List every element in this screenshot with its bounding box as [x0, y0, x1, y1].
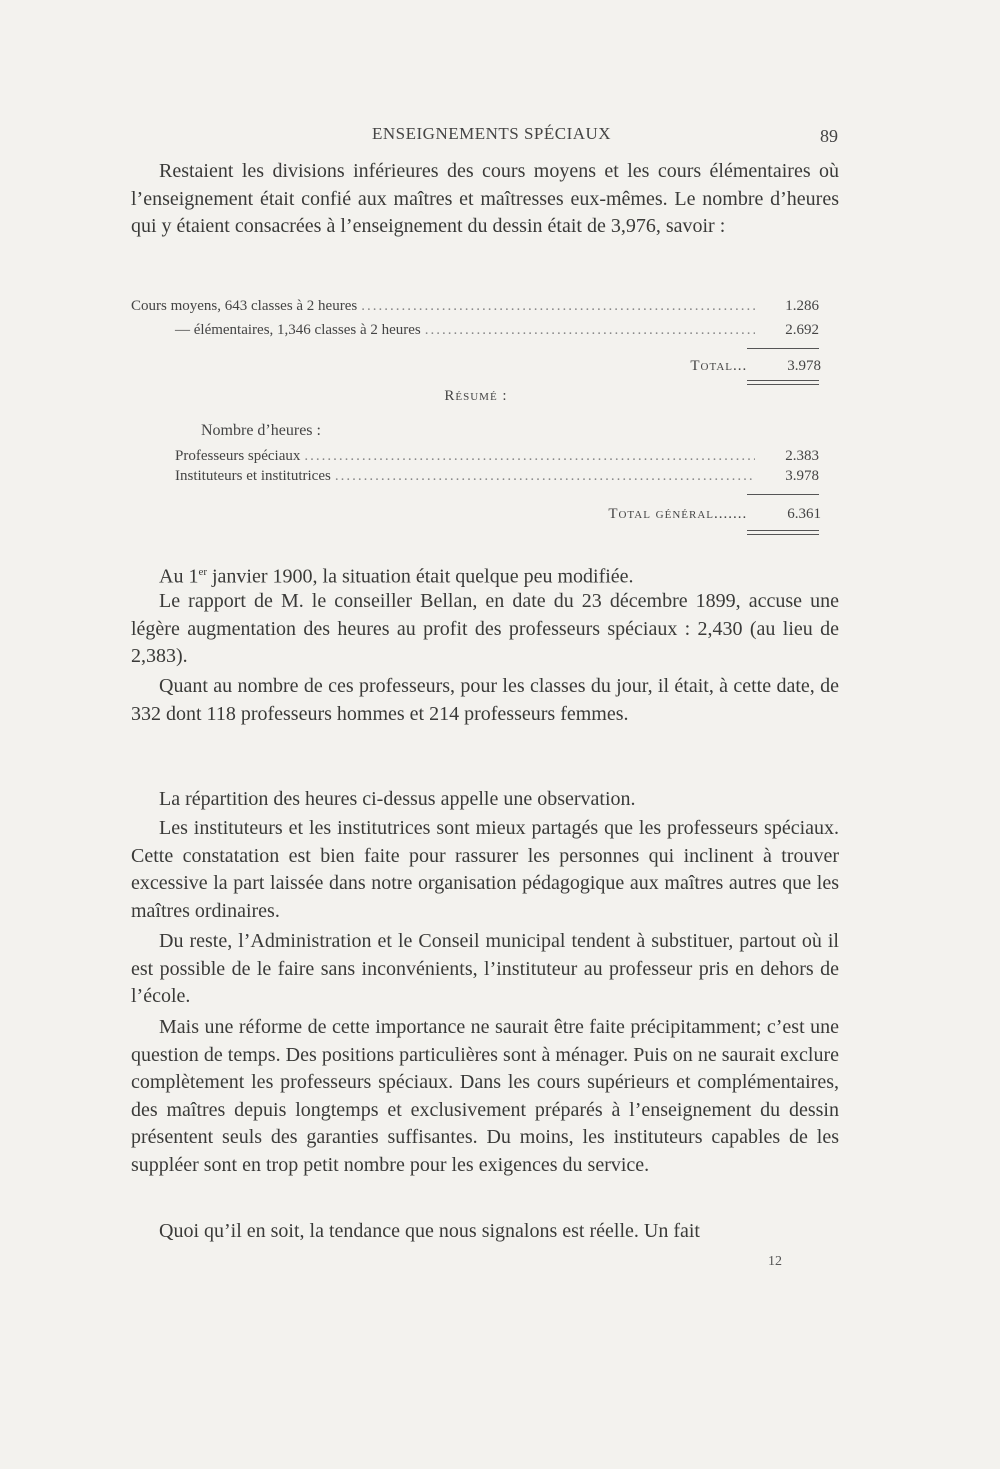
page-number: 89 — [820, 126, 838, 146]
resume-heading: Résumé : — [444, 388, 508, 404]
body-paragraph: La répartition des heures ci-dessus appelle une observation. — [159, 788, 636, 810]
leader-dots — [335, 468, 755, 485]
body-paragraph: Du reste, l’Administration et le Conseil municipal tendent à substituer, partout où il est possible de le faire sans inconvénients, l’instituteur au professeur pris en dehors de l’école. — [131, 930, 839, 1007]
paragraph-text: janvier 1900, la situation était quelque peu modifiée. — [207, 565, 634, 588]
total-label: Total général....... — [608, 506, 748, 522]
total-row — [421, 506, 821, 526]
total-double-rule — [747, 530, 819, 535]
total-row — [421, 358, 821, 378]
table-row — [131, 298, 821, 318]
table-row — [131, 322, 821, 342]
signature-mark: 12 — [768, 1254, 782, 1269]
row-label: Cours moyens, 643 classes à 2 heures — [131, 298, 358, 314]
sum-rule — [747, 494, 819, 495]
row-value: 3.978 — [785, 468, 819, 484]
running-header-title: ENSEIGNEMENTS SPÉCIAUX — [372, 124, 612, 143]
leader-dots — [425, 322, 755, 339]
intro-paragraph: Restaient les divisions inférieures des cours moyens et les cours élémentaires où l’enseignement était confié aux maîtres et maîtresses eux-mêmes. Le nombre d’heures qui y étaient consacrées à l’enseignement du dessin était de 3,976, savoir : — [131, 160, 839, 237]
sum-rule — [747, 348, 819, 349]
row-value: 2.692 — [785, 322, 819, 338]
total-double-rule — [747, 380, 819, 385]
row-label: — élémentaires, 1,346 classes à 2 heures — [175, 322, 421, 338]
body-paragraph: Quoi qu’il en soit, la tendance que nous signalons est réelle. Un fait — [159, 1220, 700, 1242]
leader-dots — [361, 298, 755, 315]
table-row — [175, 468, 821, 488]
row-value: 1.286 — [785, 298, 819, 314]
body-paragraph — [131, 559, 839, 591]
total-label: Total... — [690, 358, 748, 374]
total-value: 6.361 — [787, 506, 821, 522]
body-paragraph: Les instituteurs et les institutrices sont mieux partagés que les professeurs spéciaux. Cette constatation est bien faite pour rassurer les personnes qui inclinent à trouver excessive la part laissée dans notre organisation pédagogique aux maîtres autres que les maîtres ordinaires. — [131, 817, 839, 922]
row-value: 2.383 — [785, 448, 819, 464]
row-label: Professeurs spéciaux — [175, 448, 301, 464]
paragraph-text: Au 1 — [159, 565, 199, 588]
body-paragraph: Quant au nombre de ces professeurs, pour les classes du jour, il était, à cette date, de 332 dont 118 professeurs hommes et 214 professeurs femmes. — [131, 675, 839, 725]
resume-subheading: Nombre d’heures : — [201, 422, 321, 439]
ordinal-superscript: er — [198, 566, 207, 578]
table-row — [175, 448, 821, 468]
row-label: Instituteurs et institutrices — [175, 468, 331, 484]
body-paragraph: Le rapport de M. le conseiller Bellan, en date du 23 décembre 1899, accuse une légère augmentation des heures au profit des professeurs spéciaux : 2,430 (au lieu de 2,383). — [131, 590, 839, 667]
leader-dots — [304, 448, 755, 465]
body-paragraph: Mais une réforme de cette importance ne saurait être faite précipitamment; c’est une question de temps. Des positions particulières sont à ménager. Puis on ne saurait exclure complètement les professeurs spéciaux. Dans les cours supérieurs et complémentaires, des maîtres depuis longtemps et exclusivement préparés à l’enseignement du dessin présentent seuls des garanties suffisantes. Du moins, les instituteurs capables de les suppléer sont en trop petit nombre pour les exigences du service. — [131, 1016, 839, 1176]
total-value: 3.978 — [787, 358, 821, 374]
